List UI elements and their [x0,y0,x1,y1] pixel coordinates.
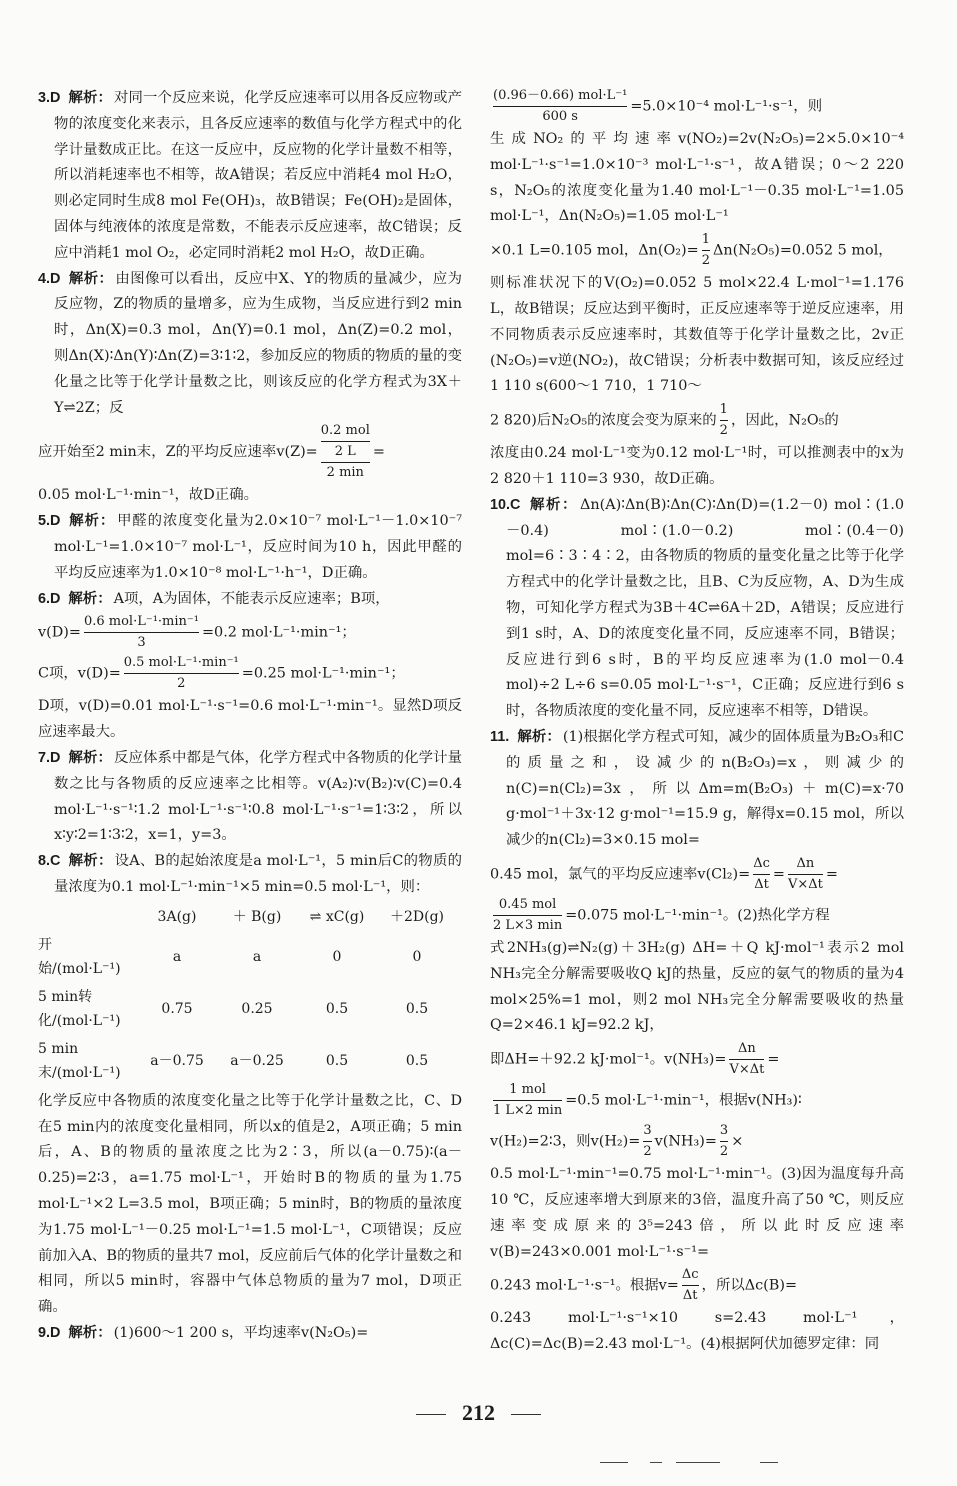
table-header-cell: ＋2D(g) [389,908,445,925]
fraction [124,653,239,694]
answer-number: 6.D [38,590,61,607]
answer-number: 10.C [490,496,521,513]
numerator-sub: 2 L [321,442,370,463]
answer-text: 设A、B的起始浓度是a mol·L⁻¹，5 min后C的物质的量浓度为0.1 mol·L⁻¹·min⁻¹×5 min=0.5 mol·L⁻¹，则： [54,853,462,895]
table-cell: 0.5 [325,1052,349,1069]
numerator: 0.5 mol·L⁻¹·min⁻¹ [124,653,239,674]
denominator: V×Δt [729,1062,765,1078]
answer-text: 式2NH₃(g)⇌N₂(g)＋3H₂(g) ΔH=＋Q kJ·mol⁻¹表示2 mol NH₃完全分解需要吸收Q kJ的热量，反应的氨气的物质的量为4 mol×25%=1 mol，则2 mol NH₃完全分解需要吸收的热量Q=2×46.1 kJ=92.2 kJ， [490,939,904,1034]
answer-text: 浓度由0.24 mol·L⁻¹变为0.12 mol·L⁻¹时，可以推测表中的x为2 820＋1 110=3 930，故D正确。 [490,445,904,487]
analysis-label: 解析： [528,496,578,513]
fraction [321,421,370,483]
answer-number: 11. [490,728,510,745]
text-line [490,1121,904,1162]
answer-text: 0.243 mol·L⁻¹·s⁻¹×10 s=2.43 mol·L⁻¹，Δc(C)=Δc(B)=2.43 mol·L⁻¹。(4)根据阿伏加德罗定律：同 [490,1310,904,1353]
numerator: 1 mol [493,1080,562,1101]
denominator: 2 [643,1144,652,1160]
formula-suffix: = [767,1051,780,1068]
formula-suffix: = [825,866,838,883]
denominator: 2 min [326,465,364,481]
numerator: Δn [729,1039,764,1060]
right-column [490,86,904,1358]
text-line [38,694,462,746]
table-header-cell: ⇌ xC(g) [309,908,365,925]
table-cell: 开始/(mol·L⁻¹) [38,936,121,977]
scan-mark [676,1462,720,1463]
fraction [729,1039,764,1080]
formula-prefix: 0.243 mol·L⁻¹·s⁻¹。根据v= [490,1277,679,1294]
fraction [682,1265,699,1306]
table-cell: a－0.75 [150,1052,204,1069]
numerator: 3 [643,1121,651,1142]
formula-suffix: =0.25 mol·L⁻¹·min⁻¹； [241,665,405,682]
formula-prefix: v(D)= [38,624,81,641]
text-line [490,271,904,400]
fraction [788,854,823,895]
answer-text: 化学反应中各物质的浓度变化量之比等于化学计量数之比，C、D在5 min内的浓度变化量相同，所以x的值是2，A项正确；5 min后，A、B的物质的量浓度之比为2∶3，所以(a－0.75)∶(a－0.25)=2∶3，a=1.75 mol·L⁻¹，开始时B的物质的量为1.75 mol·L⁻¹×2 L=3.5 mol，B项正确；5 min时，B的物质的量浓度为1.75 mol·L⁻¹－0.25 mol·L⁻¹=1.5 mol·L⁻¹，C项错误；反应前加入A、B的物质的量共7 mol，反应前后气体的化学计量数之和相同，所以5 min时，容器中气体总物质的量为7 mol，D项正确。 [38,1092,462,1316]
text-line [490,1265,904,1306]
analysis-label: 解析： [517,728,561,745]
fraction [493,86,627,127]
answer-text: 0.5 mol·L⁻¹·min⁻¹=0.75 mol·L⁻¹·min⁻¹。(3)因为温度每升高10 ℃，反应速率增大到原来的3倍，温度升高了50 ℃，则反应速率变成原来的3⁵=243倍，所以此时反应速率v(B)=243×0.001 mol·L⁻¹·s⁻¹= [490,1166,904,1260]
denominator: 2 L×3 min [493,917,563,933]
footer-dash-left [416,1414,446,1415]
numerator: 0.6 mol·L⁻¹·min⁻¹ [84,612,199,633]
table-row [38,931,462,983]
answer-text: 生成NO₂的平均速率v(NO₂)=2v(N₂O₅)=2×5.0×10⁻⁴ mol·L⁻¹·s⁻¹=1.0×10⁻³ mol·L⁻¹·s⁻¹，故A错误；0～2 220 s，N₂O₅的浓度变化量为1.40 mol·L⁻¹－0.35 mol·L⁻¹=1.05 mol·L⁻¹，Δn(N₂O₅)=1.05 mol·L⁻¹ [490,131,904,225]
answer-number: 7.D [38,749,61,766]
table-header-cell: 3A(g) [157,908,197,925]
analysis-label: 解析： [68,270,114,287]
answer-text: 对同一个反应来说，化学反应速率可以用各反应物或产物的浓度变化来表示，且各反应速率的数值与化学方程式中的化学计量数成正比。在这一反应中，反应物的化学计量数不相等，所以消耗速率也不相等，故A错误；若反应中消耗4 mol H₂O，则必定同时生成8 mol Fe(OH)₃，故B错误；Fe(OH)₂是固体，固体与纯液体的浓度是常数，不能表示反应速率，故C错误；反应中消耗1 mol O₂，必定同时消耗2 mol H₂O，故D正确。 [54,90,462,261]
denominator: 1 L×2 min [493,1103,563,1119]
text-line [490,936,904,1039]
table-cell: 5 min末/(mol·L⁻¹) [38,1040,121,1081]
denominator: 2 [719,423,728,439]
answer-paragraph [38,267,462,422]
footer-dash-right [511,1414,541,1415]
formula-prefix: 2 820)后N₂O₅的浓度会变为原来的 [490,412,717,429]
text-line [490,127,904,230]
analysis-label: 解析： [68,749,113,766]
numerator: Δc [753,854,770,875]
denominator: V×Δt [787,876,823,892]
answer-text: 甲醛的浓度变化量为2.0×10⁻⁷ mol·L⁻¹－1.0×10⁻⁷ mol·L⁻¹=1.0×10⁻⁷ mol·L⁻¹，反应时间为10 h，因此甲醛的平均反应速率为1.0×10⁻⁸ mol·L⁻¹·h⁻¹，D正确。 [54,513,462,581]
table-cell: a [252,948,262,965]
table-row [38,1035,462,1087]
text-line [490,86,904,127]
answer-text: 0.05 mol·L⁻¹·min⁻¹，故D正确。 [38,487,258,504]
text-line [490,1080,904,1121]
text-line [490,1162,904,1265]
answer-text: Δn(A)∶Δn(B)∶Δn(C)∶Δn(D)=(1.2－0) mol∶(1.0－0.4) mol∶(1.0－0.2) mol∶(0.4－0) mol=6∶3∶4∶2，由各物质的物质的量变化量之比等于化学方程式中的化学计量数之比，且B、C为反应物，A、D为生成物，可知化学方程式为3B＋4C⇌6A＋2D，A错误；反应进行到1 s时，A、D的浓度变化量不同，反应速率不同，B错误；反应进行到6 s时，B的平均反应速率为(1.0 mol－0.4 mol)÷2 L÷6 s=0.05 mol·L⁻¹·s⁻¹，C正确；反应进行到6 s时，各物质浓度的变化量不同，反应速率不相等，D错误。 [506,496,904,720]
table-cell: 0.75 [161,1000,193,1017]
fraction [493,1080,562,1121]
formula-suffix: × [731,1133,744,1150]
formula-prefix: ×0.1 L=0.105 mol，Δn(O₂)= [490,242,699,259]
numerator: (0.96－0.66) mol·L⁻¹ [493,86,627,107]
answer-paragraph [38,509,462,586]
table-cell: 0 [412,948,422,965]
answer-text: 则标准状况下的V(O₂)=0.052 5 mol×22.4 L·mol⁻¹=1.176 L，故B错误；反应达到平衡时，正反应速率等于逆反应速率，用不同物质表示反应速率时，其数值等于化学计量数之比，2v正(N₂O₅)=v逆(NO₂)，故C错误；分析表中数据可知，该反应经过1 110 s(600～1 710，1 710～ [490,275,904,395]
table-cell: 0.5 [405,1052,429,1069]
numerator: 1 [702,230,710,251]
answer-text: A项，A为固体，不能表示反应速率；B项， [113,590,390,607]
fraction [84,612,199,653]
answer-paragraph [38,86,462,267]
denominator: Δt [682,1288,698,1304]
text-line [38,483,462,509]
formula-prefix: 应开始至2 min末，Z的平均反应速率v(Z)= [38,444,318,461]
denominator: 600 s [542,109,578,124]
table-cell: 0.5 [405,1000,429,1017]
answer-number: 3.D [38,90,61,106]
table-header-cell: ＋ B(g) [232,908,282,925]
analysis-label: 解析： [68,513,116,530]
text-line [490,895,904,936]
table-cell: 0 [332,948,342,965]
denominator: 2 [719,1144,729,1160]
formula-prefix: v(H₂)=2∶3，则v(H₂)= [490,1133,641,1150]
formula-suffix: =0.075 mol·L⁻¹·min⁻¹。(2)热化学方程 [565,907,830,924]
formula-suffix: =0.2 mol·L⁻¹·min⁻¹； [202,624,356,641]
formula-prefix: 即ΔH=＋92.2 kJ·mol⁻¹。v(NH₃)= [490,1051,727,1068]
fraction [720,1121,728,1162]
text-line [490,1306,904,1358]
table-cell: a－0.25 [230,1052,284,1069]
denominator: 2 [701,253,711,269]
table-cell: 5 min转化/(mol·L⁻¹) [38,988,121,1029]
numerator: 0.2 mol [321,421,370,442]
analysis-label: 解析： [68,590,112,607]
formula-suffix: ，所以Δc(B)= [701,1277,798,1294]
analysis-label: 解析： [68,90,113,106]
table-cell: 0.5 [325,1000,349,1017]
numerator: Δn [788,854,823,875]
text-line [38,1089,462,1321]
numerator: Δc [682,1265,699,1286]
answer-number: 9.D [38,1324,61,1341]
numerator: 0.45 mol [493,895,562,916]
fraction [702,230,710,271]
denominator: 3 [137,635,146,651]
table-row [38,983,462,1035]
scan-mark [760,1462,778,1463]
denominator: 2 [177,676,186,692]
answer-text: D项，v(D)=0.01 mol·L⁻¹·s⁻¹=0.6 mol·L⁻¹·min⁻¹。显然D项反应速率最大。 [38,698,462,741]
left-column [38,86,462,1347]
answer-text: 反应体系中都是气体，化学方程式中各物质的化学计量数之比与各物质的反应速率之比相等。v(A₂)∶v(B₂)∶v(C)=0.4 mol·L⁻¹·s⁻¹∶1.2 mol·L⁻¹·s⁻¹∶0.8 mol·L⁻¹·s⁻¹=1∶3∶2，所以x∶y∶2=1∶3∶2，x=1，y=3。 [54,749,462,844]
formula-suffix: ，因此，N₂O₅的 [730,412,839,429]
page-footer [0,1400,957,1426]
formula-mid: = [772,866,785,883]
text-line [38,653,462,694]
fraction [753,854,770,895]
formula-suffix: Δn(N₂O₅)=0.052 5 mol， [713,242,893,259]
table-header-cell [38,903,142,931]
answer-number: 5.D [38,513,61,530]
table-cell: a [172,948,182,965]
page-number: 212 [462,1400,495,1425]
answer-paragraph [38,1321,462,1347]
analysis-label: 解析： [68,1324,112,1341]
formula-mid: v(NH₃)= [654,1133,717,1150]
answer-paragraph [38,746,462,849]
scan-mark [650,1462,662,1463]
fraction [493,895,562,936]
text-line [490,400,904,441]
analysis-label: 解析： [68,853,113,870]
scan-mark [600,1462,628,1463]
fraction [643,1121,651,1162]
formula-suffix: =5.0×10⁻⁴ mol·L⁻¹·s⁻¹，则 [630,98,823,115]
text-line [38,612,462,653]
answer-number: 4.D [38,270,61,287]
text-line [490,854,904,895]
table-cell: 0.25 [241,1000,273,1017]
text-line [490,1039,904,1080]
formula-suffix: =0.5 mol·L⁻¹·min⁻¹，根据v(NH₃)∶ [565,1092,802,1109]
formula-suffix: = [372,444,385,461]
answer-text: (1)根据化学方程式可知，减少的固体质量为B₂O₃和C的质量之和，设减少的n(B₂O₃)=x，则减少的n(C)=n(Cl₂)=3x，所以Δm=m(B₂O₃)＋m(C)=x·70 g·mol⁻¹＋3x·12 g·mol⁻¹=15.9 g，解得x=0.15 mol，所以减少的n(Cl₂)=3×0.15 mol= [506,728,904,849]
formula-prefix: C项，v(D)= [38,665,121,682]
answer-text: (1)600～1 200 s，平均速率v(N₂O₅)= [113,1324,369,1341]
numerator: 3 [720,1121,728,1142]
text-line [490,441,904,493]
answer-paragraph [38,849,462,901]
numerator: 1 [720,400,728,421]
answer-text: 由图像可以看出，反应中X、Y的物质的量减少，应为反应物，Z的物质的量增多，应为生成物，当反应进行到2 min时，Δn(X)=0.3 mol，Δn(Y)=0.1 mol，Δn(Z)=0.2 mol，则Δn(X)∶Δn(Y)∶Δn(Z)=3∶1∶2，参加反应的物质的物质的量的变化量之比等于化学计量数之比，则该反应的化学方程式为3X＋Y⇌2Z；反 [54,270,462,416]
answer-paragraph [38,587,462,613]
answer-paragraph [490,493,904,725]
fraction [720,400,728,441]
text-line [38,421,462,483]
denominator: Δt [754,876,769,892]
answer-number: 8.C [38,853,61,870]
text-line [490,230,904,271]
answer-paragraph [490,725,904,854]
formula-prefix: 0.45 mol，氯气的平均反应速率v(Cl₂)= [490,866,751,883]
reaction-table [38,903,462,1087]
